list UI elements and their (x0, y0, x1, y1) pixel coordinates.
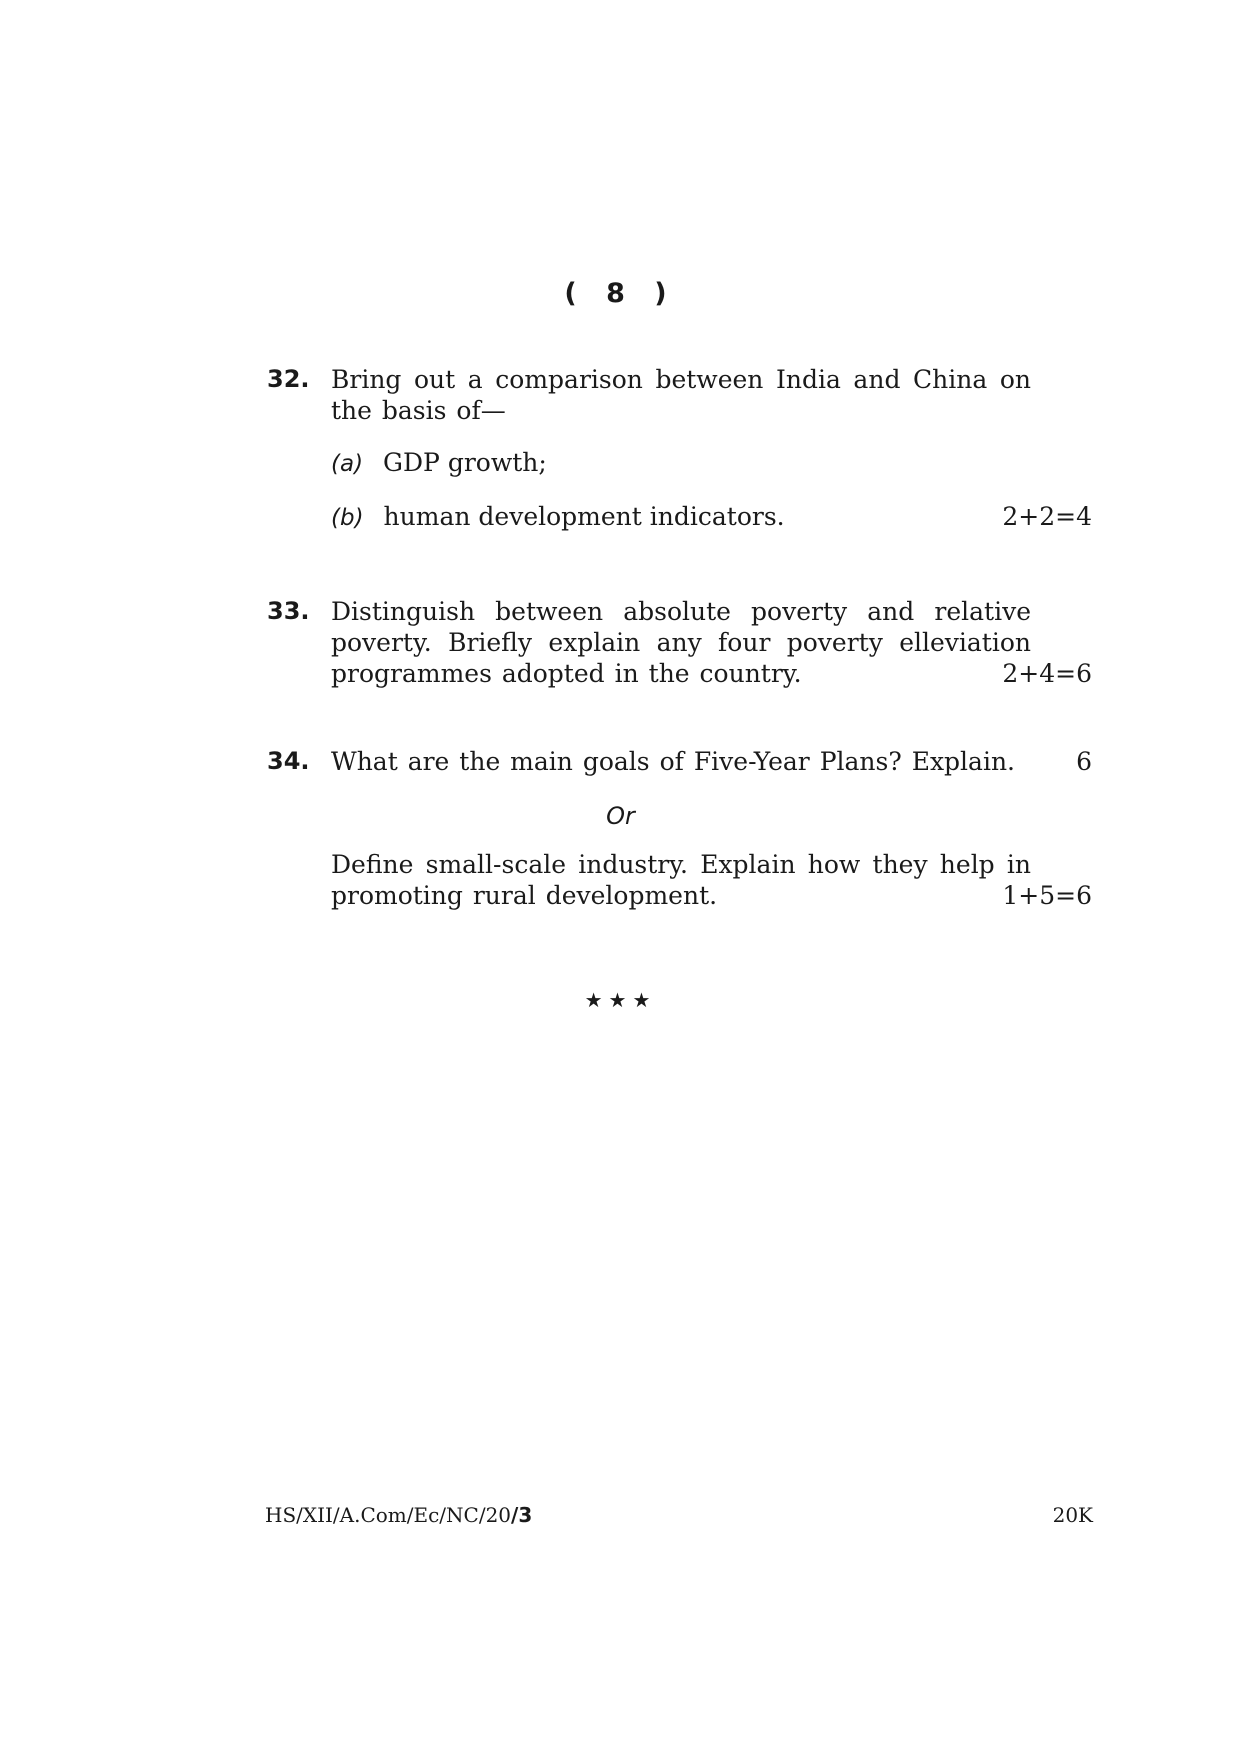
question-number: 32. (267, 365, 310, 393)
subpart-label: (b) (331, 505, 364, 531)
print-count: 20K (1052, 1503, 1093, 1527)
subpart-b (331, 501, 785, 534)
question-number: 34. (267, 747, 310, 775)
page-number: ( 8 ) (564, 278, 677, 309)
or-label: Or (606, 802, 635, 830)
subpart-label: (a) (331, 451, 364, 477)
paper-code-suffix: /3 (511, 1503, 533, 1527)
question-number: 33. (267, 597, 310, 625)
subpart-a (331, 447, 547, 480)
question-text: What are the main goals of Five-Year Plans? Explain. (331, 747, 1016, 776)
question-text: Distinguish between absolute poverty and relative poverty. Briefly explain any four poverty elleviation programmes adopted in the country. (331, 597, 1031, 688)
subpart-text: human development indicators. (383, 502, 785, 531)
alternative-marks: 1+5=6 (1002, 881, 1092, 910)
question-32 (267, 364, 1092, 534)
question-text: Bring out a comparison between India and China on the basis of— (331, 365, 1031, 425)
paper-code-prefix: HS/XII/A.Com/Ec/NC/20 (265, 1503, 512, 1527)
marks: 6 (1076, 747, 1092, 776)
question-33 (267, 596, 1092, 696)
marks: 2+2=4 (1002, 502, 1092, 531)
paper-code (265, 1503, 532, 1527)
subpart-text: GDP growth; (383, 448, 547, 477)
question-34 (267, 746, 1092, 926)
end-marker: ★★★ (584, 988, 657, 1012)
marks: 2+4=6 (1002, 659, 1092, 688)
alternative-question-text: Define small-scale industry. Explain how they help in promoting rural development. (331, 850, 1031, 910)
